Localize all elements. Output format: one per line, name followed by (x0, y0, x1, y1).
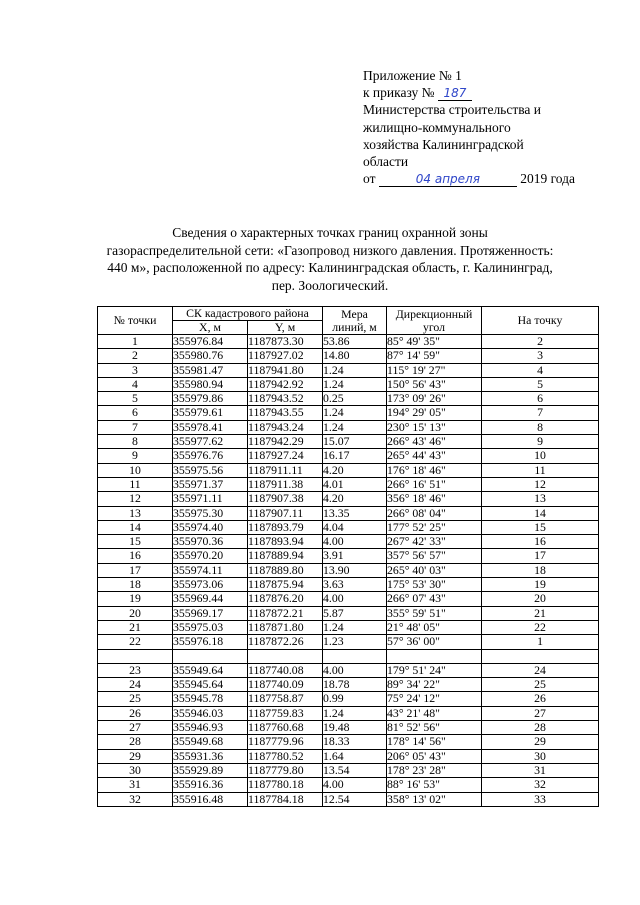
to-point: 9 (482, 435, 599, 449)
ministry-line-4: области (363, 154, 409, 170)
direction-angle: 75° 24' 12" (387, 692, 482, 706)
date-suffix: 2019 года (520, 171, 576, 187)
direction-angle: 266° 07' 43" (387, 592, 482, 606)
table-row (98, 678, 599, 692)
coord-x: 355977.62 (173, 435, 248, 449)
direction-angle: 179° 51' 24" (387, 663, 482, 677)
point-number: 16 (98, 549, 173, 563)
coord-y: 1187780.52 (248, 749, 323, 763)
coord-y: 1187927.24 (248, 449, 323, 463)
line-measure: 3.91 (323, 549, 387, 563)
table-row (98, 620, 599, 634)
point-number: 17 (98, 563, 173, 577)
table-row (98, 435, 599, 449)
order-number-handwritten: 187 (443, 86, 467, 101)
date-prefix: от (363, 171, 376, 187)
point-number: 13 (98, 506, 173, 520)
to-point: 17 (482, 549, 599, 563)
header-y: Y, м (248, 321, 323, 335)
point-number: 11 (98, 477, 173, 491)
line-measure: 4.20 (323, 463, 387, 477)
line-measure: 13.90 (323, 563, 387, 577)
coord-x: 355981.47 (173, 363, 248, 377)
to-point: 31 (482, 763, 599, 777)
point-number: 27 (98, 721, 173, 735)
coord-x: 355975.56 (173, 463, 248, 477)
to-point: 6 (482, 392, 599, 406)
table-row (98, 363, 599, 377)
point-number: 25 (98, 692, 173, 706)
header-x: X, м (173, 321, 248, 335)
table-row (98, 549, 599, 563)
to-point: 32 (482, 778, 599, 792)
line-measure: 53.86 (323, 335, 387, 349)
direction-angle: 178° 23' 28" (387, 763, 482, 777)
coord-y: 1187740.09 (248, 678, 323, 692)
coord-y: 1187875.94 (248, 578, 323, 592)
coord-y: 1187941.80 (248, 363, 323, 377)
direction-angle: 265° 44' 43" (387, 449, 482, 463)
line-measure: 19.48 (323, 721, 387, 735)
coord-y: 1187780.18 (248, 778, 323, 792)
point-number: 4 (98, 377, 173, 391)
direction-angle: 87° 14' 59" (387, 349, 482, 363)
direction-angle: 175° 53' 30" (387, 578, 482, 592)
direction-angle: 176° 18' 46" (387, 463, 482, 477)
coord-y: 1187889.94 (248, 549, 323, 563)
direction-angle: 357° 56' 57" (387, 549, 482, 563)
coord-x: 355949.64 (173, 663, 248, 677)
point-number: 26 (98, 706, 173, 720)
point-number: 5 (98, 392, 173, 406)
direction-angle: 206° 05' 43" (387, 749, 482, 763)
table-row (98, 492, 599, 506)
table-row (98, 535, 599, 549)
point-number: 32 (98, 792, 173, 806)
coord-y: 1187911.38 (248, 477, 323, 491)
table-row (98, 392, 599, 406)
empty-cell (323, 649, 387, 663)
to-point: 26 (482, 692, 599, 706)
point-number: 8 (98, 435, 173, 449)
coord-y: 1187943.24 (248, 420, 323, 434)
coord-x: 355969.17 (173, 606, 248, 620)
to-point: 1 (482, 635, 599, 649)
direction-angle: 89° 34' 22" (387, 678, 482, 692)
to-point: 4 (482, 363, 599, 377)
table-row (98, 520, 599, 534)
coord-x: 355946.03 (173, 706, 248, 720)
coord-x: 355971.11 (173, 492, 248, 506)
point-number: 23 (98, 663, 173, 677)
point-number: 22 (98, 635, 173, 649)
direction-angle: 230° 15' 13" (387, 420, 482, 434)
coord-y: 1187740.08 (248, 663, 323, 677)
direction-angle: 265° 40' 03" (387, 563, 482, 577)
coord-x: 355931.36 (173, 749, 248, 763)
direction-angle: 115° 19' 27" (387, 363, 482, 377)
coord-y: 1187911.11 (248, 463, 323, 477)
line-measure: 1.24 (323, 406, 387, 420)
header-to-point: На точку (482, 307, 599, 335)
to-point: 27 (482, 706, 599, 720)
point-number: 21 (98, 620, 173, 634)
line-measure: 5.87 (323, 606, 387, 620)
coord-y: 1187779.96 (248, 735, 323, 749)
coord-y: 1187872.21 (248, 606, 323, 620)
coord-x: 355945.64 (173, 678, 248, 692)
table-row (98, 592, 599, 606)
title-line-4: пер. Зоологический. (271, 277, 389, 293)
to-point: 2 (482, 335, 599, 349)
table-row (98, 749, 599, 763)
title-line-3: 440 м», расположенной по адресу: Калининградская область, г. Калининград, (107, 260, 553, 275)
table-row (98, 377, 599, 391)
to-point: 3 (482, 349, 599, 363)
direction-angle: 358° 13' 02" (387, 792, 482, 806)
coord-y: 1187760.68 (248, 721, 323, 735)
line-measure: 4.00 (323, 663, 387, 677)
table-row (98, 477, 599, 491)
point-number: 19 (98, 592, 173, 606)
table-row (98, 735, 599, 749)
line-measure: 3.63 (323, 578, 387, 592)
line-measure: 13.35 (323, 506, 387, 520)
coord-x: 355979.86 (173, 392, 248, 406)
to-point: 11 (482, 463, 599, 477)
direction-angle: 355° 59' 51" (387, 606, 482, 620)
table-row-separator (98, 649, 599, 663)
direction-angle: 266° 16' 51" (387, 477, 482, 491)
table-row (98, 778, 599, 792)
coord-x: 355970.20 (173, 549, 248, 563)
coord-y: 1187889.80 (248, 563, 323, 577)
table-row (98, 792, 599, 806)
appendix-block (363, 67, 623, 187)
to-point: 10 (482, 449, 599, 463)
to-point: 28 (482, 721, 599, 735)
line-measure: 1.23 (323, 635, 387, 649)
point-number: 29 (98, 749, 173, 763)
point-number: 20 (98, 606, 173, 620)
direction-angle: 177° 52' 25" (387, 520, 482, 534)
to-point: 13 (482, 492, 599, 506)
coord-y: 1187758.87 (248, 692, 323, 706)
coord-x: 355929.89 (173, 763, 248, 777)
coord-x: 355970.36 (173, 535, 248, 549)
point-number: 3 (98, 363, 173, 377)
to-point: 14 (482, 506, 599, 520)
to-point: 21 (482, 606, 599, 620)
coord-x: 355975.30 (173, 506, 248, 520)
point-number: 12 (98, 492, 173, 506)
direction-angle: 88° 16' 53" (387, 778, 482, 792)
table-body (98, 335, 599, 807)
order-number-blank (438, 86, 472, 101)
direction-angle: 266° 43' 46" (387, 435, 482, 449)
table-row (98, 763, 599, 777)
coord-x: 355969.44 (173, 592, 248, 606)
to-point: 7 (482, 406, 599, 420)
date-handwritten: 04 апреля (415, 172, 480, 187)
title-line-1: Сведения о характерных точках границ охранной зоны (172, 225, 488, 240)
empty-cell (248, 649, 323, 663)
coord-x: 355949.68 (173, 735, 248, 749)
line-measure: 4.00 (323, 778, 387, 792)
coord-x: 355978.41 (173, 420, 248, 434)
line-measure: 1.24 (323, 363, 387, 377)
point-number: 10 (98, 463, 173, 477)
ministry-line-1: Министерства строительства и (363, 102, 542, 118)
header-measure: Мера линий, м (323, 307, 387, 335)
coord-x: 355976.18 (173, 635, 248, 649)
header-cs: СК кадастрового района (173, 307, 323, 321)
coord-y: 1187943.52 (248, 392, 323, 406)
coord-x: 355980.76 (173, 349, 248, 363)
coord-x: 355980.94 (173, 377, 248, 391)
table-row (98, 449, 599, 463)
direction-angle: 356° 18' 46" (387, 492, 482, 506)
point-number: 15 (98, 535, 173, 549)
line-measure: 1.24 (323, 420, 387, 434)
empty-cell (173, 649, 248, 663)
direction-angle: 21° 48' 05" (387, 620, 482, 634)
line-measure: 13.54 (323, 763, 387, 777)
direction-angle: 194° 29' 05" (387, 406, 482, 420)
coord-x: 355916.48 (173, 792, 248, 806)
direction-angle: 57° 36' 00" (387, 635, 482, 649)
to-point: 16 (482, 535, 599, 549)
coord-y: 1187907.38 (248, 492, 323, 506)
to-point: 19 (482, 578, 599, 592)
to-point: 8 (482, 420, 599, 434)
direction-angle: 267° 42' 33" (387, 535, 482, 549)
ministry-line-3: хозяйства Калининградской (363, 136, 524, 152)
table-row (98, 692, 599, 706)
to-point: 5 (482, 377, 599, 391)
direction-angle: 150° 56' 43" (387, 377, 482, 391)
table-row (98, 420, 599, 434)
coord-x: 355975.03 (173, 620, 248, 634)
point-number: 9 (98, 449, 173, 463)
table-row (98, 706, 599, 720)
direction-angle: 173° 09' 26" (387, 392, 482, 406)
line-measure: 4.20 (323, 492, 387, 506)
order-reference (363, 84, 623, 101)
coord-y: 1187927.02 (248, 349, 323, 363)
coord-y: 1187943.55 (248, 406, 323, 420)
coord-y: 1187871.80 (248, 620, 323, 634)
coord-y: 1187873.30 (248, 335, 323, 349)
line-measure: 1.24 (323, 377, 387, 391)
table-row (98, 349, 599, 363)
point-number: 18 (98, 578, 173, 592)
to-point: 24 (482, 663, 599, 677)
coord-y: 1187942.29 (248, 435, 323, 449)
document-title (70, 224, 590, 294)
title-line-2: газораспределительной сети: «Газопровод низкого давления. Протяженность: (106, 242, 554, 258)
coord-y: 1187893.94 (248, 535, 323, 549)
direction-angle: 81° 52' 56" (387, 721, 482, 735)
line-measure: 18.33 (323, 735, 387, 749)
line-measure: 4.00 (323, 592, 387, 606)
date-blank (379, 172, 517, 187)
ministry-line-2: жилищно-коммунального (363, 119, 511, 135)
coord-x: 355974.40 (173, 520, 248, 534)
point-number: 1 (98, 335, 173, 349)
to-point: 33 (482, 792, 599, 806)
table-row (98, 578, 599, 592)
coord-x: 355945.78 (173, 692, 248, 706)
empty-cell (98, 649, 173, 663)
point-number: 7 (98, 420, 173, 434)
table-row (98, 663, 599, 677)
coord-y: 1187876.20 (248, 592, 323, 606)
point-number: 2 (98, 349, 173, 363)
line-measure: 0.99 (323, 692, 387, 706)
empty-cell (387, 649, 482, 663)
table-row (98, 606, 599, 620)
point-number: 31 (98, 778, 173, 792)
coord-x: 355973.06 (173, 578, 248, 592)
header-angle: Дирекционный угол (387, 307, 482, 335)
line-measure: 1.24 (323, 620, 387, 634)
to-point: 22 (482, 620, 599, 634)
point-number: 30 (98, 763, 173, 777)
coord-y: 1187779.80 (248, 763, 323, 777)
coord-x: 355971.37 (173, 477, 248, 491)
table-row (98, 635, 599, 649)
direction-angle: 85° 49' 35" (387, 335, 482, 349)
coord-x: 355979.61 (173, 406, 248, 420)
coord-x: 355916.36 (173, 778, 248, 792)
line-measure: 18.78 (323, 678, 387, 692)
table-row (98, 335, 599, 349)
line-measure: 1.64 (323, 749, 387, 763)
coord-x: 355974.11 (173, 563, 248, 577)
line-measure: 12.54 (323, 792, 387, 806)
table-row (98, 463, 599, 477)
line-measure: 0.25 (323, 392, 387, 406)
coord-y: 1187759.83 (248, 706, 323, 720)
to-point: 15 (482, 520, 599, 534)
line-measure: 4.00 (323, 535, 387, 549)
table-row (98, 406, 599, 420)
to-point: 30 (482, 749, 599, 763)
table-row (98, 721, 599, 735)
point-number: 28 (98, 735, 173, 749)
order-date (363, 170, 623, 187)
empty-cell (482, 649, 599, 663)
line-measure: 1.24 (323, 706, 387, 720)
direction-angle: 178° 14' 56" (387, 735, 482, 749)
order-prefix: к приказу № (363, 85, 435, 101)
appendix-title: Приложение № 1 (363, 68, 462, 83)
line-measure: 16.17 (323, 449, 387, 463)
table-row (98, 563, 599, 577)
point-number: 6 (98, 406, 173, 420)
direction-angle: 43° 21' 48" (387, 706, 482, 720)
boundary-points-table (97, 306, 599, 807)
to-point: 29 (482, 735, 599, 749)
coord-y: 1187893.79 (248, 520, 323, 534)
coord-x: 355946.93 (173, 721, 248, 735)
coord-y: 1187907.11 (248, 506, 323, 520)
header-point: № точки (98, 307, 173, 335)
point-number: 14 (98, 520, 173, 534)
to-point: 12 (482, 477, 599, 491)
coord-x: 355976.84 (173, 335, 248, 349)
line-measure: 4.01 (323, 477, 387, 491)
coord-y: 1187784.18 (248, 792, 323, 806)
coord-y: 1187942.92 (248, 377, 323, 391)
line-measure: 14.80 (323, 349, 387, 363)
to-point: 25 (482, 678, 599, 692)
line-measure: 4.04 (323, 520, 387, 534)
coord-x: 355976.76 (173, 449, 248, 463)
coord-y: 1187872.26 (248, 635, 323, 649)
to-point: 18 (482, 563, 599, 577)
direction-angle: 266° 08' 04" (387, 506, 482, 520)
point-number: 24 (98, 678, 173, 692)
line-measure: 15.07 (323, 435, 387, 449)
table-row (98, 506, 599, 520)
to-point: 20 (482, 592, 599, 606)
